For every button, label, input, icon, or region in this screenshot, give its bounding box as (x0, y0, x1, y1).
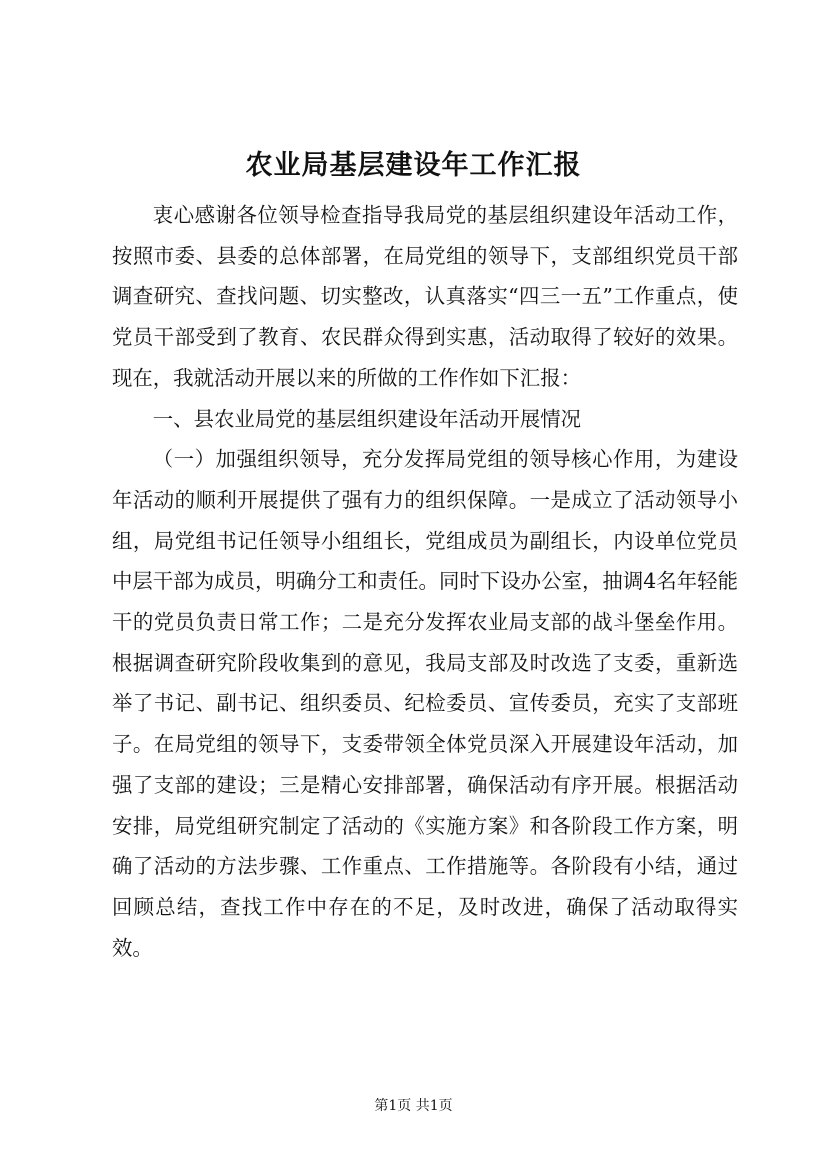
section-heading: 一、县农业局党的基层组织建设年活动开展情况 (152, 406, 581, 431)
document-title: 农业局基层建设年工作汇报 (245, 150, 582, 181)
page-number-footer: 第1页 共1页 (374, 1098, 453, 1114)
subsection-paragraph: （一）加强组织领导，充分发挥局党组的领导核心作用，为建设年活动的顺利开展提供了强有力的组织保障。一是成立了活动领导小组，局党组书记任领导小组组长，党组成员为副组长，内设单位党员中层干部为成员，明确分工和责任。同时下设办公室，抽调4名年轻能干的党员负责日常工作；二是充分发挥农业局支部的战斗堡垒作用。根据调查研究阶段收集到的意见，我局支部及时改选了支委，重新选举了书记、副书记、组织委员、纪检委员、宣传委员，充实了支部班子。在局党组的领导下，支委带领全体党员深入开展建设年活动，加强了支部的建设；三是精心安排部署，确保活动有序开展。根据活动安排，局党组研究制定了活动的《实施方案》和各阶段工作方案，明确了活动的方法步骤、工作重点、工作措施等。各阶段有小结，通过回顾总结，查找工作中存在的不足，及时改进，确保了活动取得实效。 (112, 447, 738, 960)
document-body (112, 195, 738, 968)
intro-paragraph: 衷心感谢各位领导检查指导我局党的基层组织建设年活动工作，按照市委、县委的总体部署，在局党组的领导下，支部组织党员干部调查研究、查找问题、切实整改，认真落实“四三一五”工作重点，使党员干部受到了教育、农民群众得到实惠，活动取得了较好的效果。现在，我就活动开展以来的所做的工作作如下汇报： (112, 203, 738, 390)
